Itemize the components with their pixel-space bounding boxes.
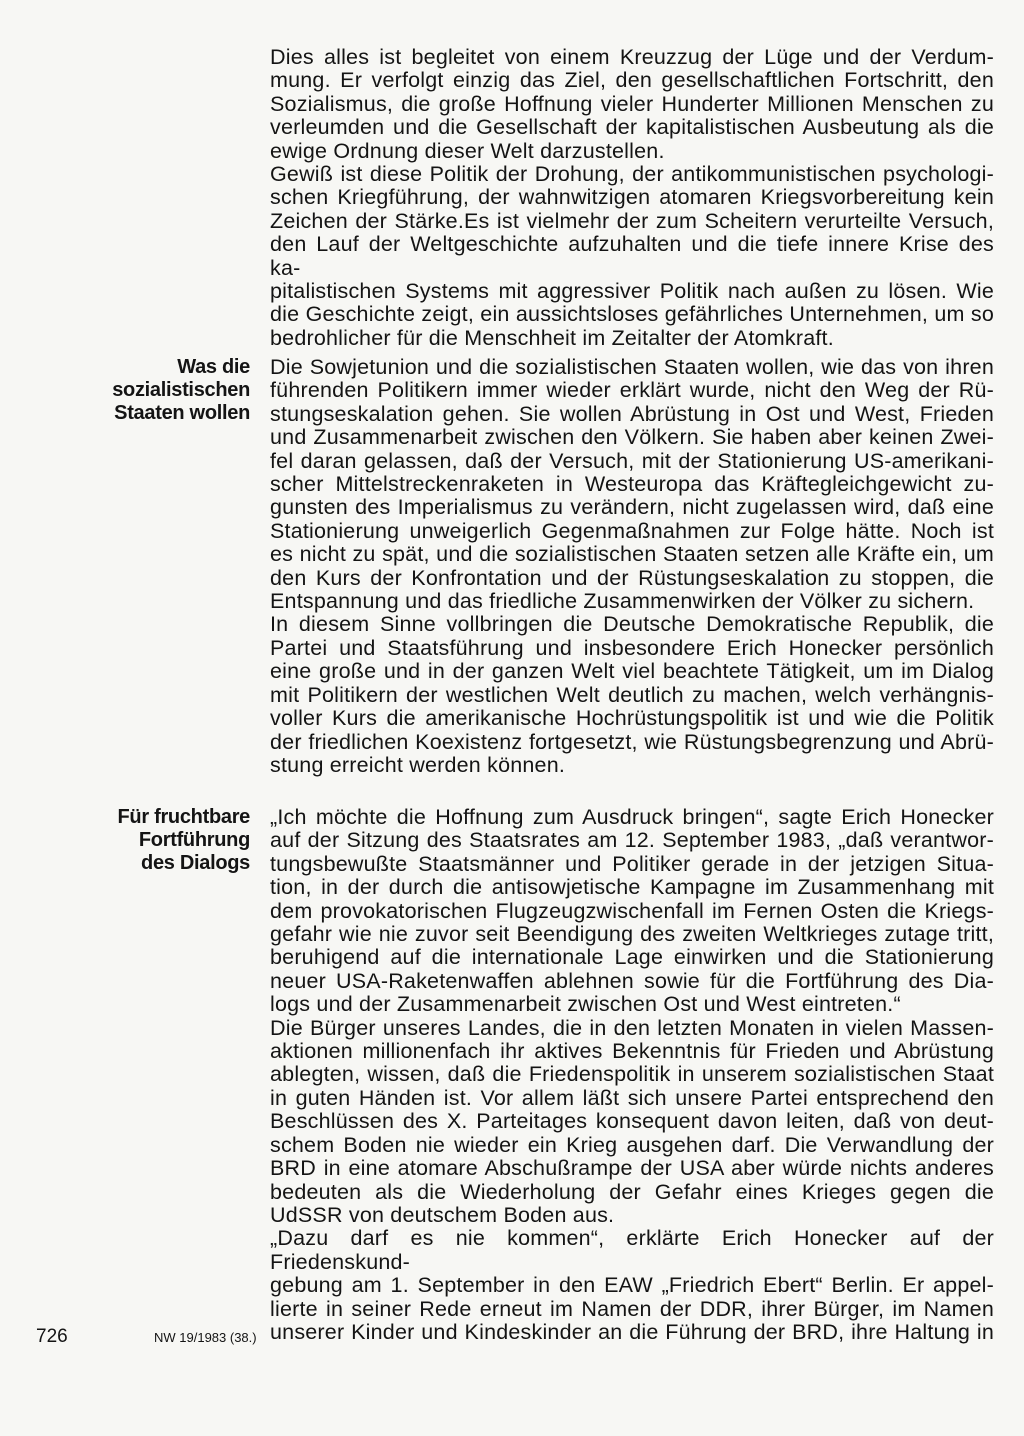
sidebar-heading-line: sozialistischen (112, 379, 250, 401)
text-line: Die Sowjetunion und die sozialistischen Staaten wollen, wie das von ihren (270, 355, 994, 379)
text-line: scher Mittelstreckenraketen in Westeuropa das Kräftegleichgewicht zu- (270, 472, 994, 497)
text-line: mung. Er verfolgt einzig das Ziel, den gesellschaftlichen Fortschritt, den (270, 68, 994, 93)
text-line: schem Boden nie wieder ein Krieg ausgehen darf. Die Verwandlung der (270, 1132, 994, 1157)
text-line: den Lauf der Weltgeschichte aufzuhalten und die tiefe innere Krise des ka- (270, 232, 994, 280)
sidebar-heading-line: Fortführung (138, 829, 250, 851)
text-line: beruhigend auf die internationale Lage einwirken und die Stationierung (270, 945, 994, 970)
sidebar-heading-fortfuehrung-dialog (60, 806, 250, 875)
text-line: die Geschichte zeigt, ein aussichtsloses gefährliches Unternehmen, um so (270, 302, 994, 327)
text-line: tion, in der durch die antisowjetische Kampagne im Zusammenhang mit (270, 875, 994, 900)
text-line: Sozialismus, die große Hoffnung vieler Hunderter Millionen Menschen zu (270, 91, 994, 116)
text-line: voller Kurs die amerikanische Hochrüstungspolitik ist und wie die Politik (270, 706, 994, 731)
text-line: stungseskalation gehen. Sie wollen Abrüstung in Ost und West, Frieden (270, 401, 994, 426)
text-line: bedrohlicher für die Menschheit im Zeitalter der Atomkraft. (270, 325, 834, 350)
text-line: Beschlüssen des X. Parteitages konsequent davon leiten, daß von deut- (270, 1109, 994, 1134)
text-line: schen Kriegführung, der wahnwitzigen atomaren Kriegsvorbereitung kein (270, 185, 994, 210)
text-line: ewige Ordnung dieser Welt darzustellen. (270, 138, 665, 163)
text-line: ablegten, wissen, daß die Friedenspolitik in unserem sozialistischen Staat (270, 1062, 994, 1087)
text-line: gunsten des Imperialismus zu verändern, nicht zugelassen wird, daß eine (270, 495, 994, 520)
text-line: Gewiß ist diese Politik der Drohung, der antikommunistischen psychologi- (270, 162, 994, 187)
sidebar-heading-line: Was die (177, 356, 250, 378)
text-line: auf der Sitzung des Staatsrates am 12. September 1983, „daß verantwor- (270, 828, 994, 853)
text-line: Stationierung unweigerlich Gegenmaßnahmen zur Folge hätte. Noch ist (270, 518, 994, 543)
text-line: „Ich möchte die Hoffnung zum Ausdruck bringen“, sagte Erich Honecker (270, 805, 994, 829)
text-line: UdSSR von deutschem Boden aus. (270, 1202, 615, 1227)
issue-reference: NW 19/1983 (38.) (154, 1330, 257, 1345)
text-line: eine große und in der ganzen Welt viel beachtete Tätigkeit, um im Dialog (270, 659, 994, 684)
body-section-2 (270, 356, 994, 777)
sidebar-heading-line: Staaten wollen (114, 402, 250, 424)
text-line: den Kurs der Konfrontation und der Rüstungseskalation zu stoppen, die (270, 565, 994, 590)
text-line: pitalistischen Systems mit aggressiver Politik nach außen zu lösen. Wie (270, 279, 994, 304)
text-line: unserer Kinder und Kindeskinder an die Führung der BRD, ihre Haltung in (270, 1319, 994, 1344)
text-line: es nicht zu spät, und die sozialistischen Staaten setzen alle Kräfte ein, um (270, 542, 994, 567)
text-line: in guten Händen ist. Vor allem läßt sich unsere Partei entsprechend den (270, 1085, 994, 1110)
text-line: aktionen millionenfach ihr aktives Bekenntnis für Frieden und Abrüstung (270, 1039, 994, 1064)
text-line: Zeichen der Stärke.Es ist vielmehr der zum Scheitern verurteilte Versuch, (270, 208, 994, 233)
body-section-1 (270, 46, 994, 350)
text-line: tungsbewußte Staatsmänner und Politiker gerade in der jetzigen Situa- (270, 851, 994, 876)
text-line: mit Politikern der westlichen Welt deutlich zu machen, welch verhängnis- (270, 682, 994, 707)
text-line: gebung am 1. September in den EAW „Friedrich Ebert“ Berlin. Er appel- (270, 1273, 994, 1298)
text-line: verleumden und die Gesellschaft der kapitalistischen Ausbeutung als die (270, 115, 994, 140)
text-line: Entspannung und das friedliche Zusammenwirken der Völker zu sichern. (270, 589, 975, 614)
text-line: fel daran gelassen, daß der Versuch, mit der Stationierung US-amerikani- (270, 448, 994, 473)
text-line: gefahr wie nie zuvor seit Beendigung des zweiten Weltkrieges zutage tritt, (270, 922, 994, 947)
text-line: neuer USA-Raketenwaffen ablehnen sowie für die Fortführung des Dia- (270, 968, 994, 993)
text-line: bedeuten als die Wiederholung der Gefahr eines Krieges gegen die (270, 1179, 994, 1204)
text-line: In diesem Sinne vollbringen die Deutsche Demokratische Republik, die (270, 612, 994, 637)
text-line: Dies alles ist begleitet von einem Kreuzzug der Lüge und der Verdum- (270, 45, 994, 69)
text-line: Partei und Staatsführung und insbesondere Erich Honecker persönlich (270, 635, 994, 660)
text-line: logs und der Zusammenarbeit zwischen Ost und West eintreten.“ (270, 992, 901, 1017)
text-line: BRD in eine atomare Abschußrampe der USA aber würde nichts anderes (270, 1156, 994, 1181)
sidebar-heading-line: Für fruchtbare (117, 806, 250, 828)
sidebar-heading-sozialistische-staaten (60, 356, 250, 425)
text-line: der friedlichen Koexistenz fortgesetzt, wie Rüstungsbegrenzung und Abrü- (270, 729, 994, 754)
text-line: dem provokatorischen Flugzeugzwischenfall im Fernen Osten die Kriegs- (270, 898, 994, 923)
text-line: Die Bürger unseres Landes, die in den letzten Monaten in vielen Massen- (270, 1015, 994, 1040)
body-section-3 (270, 806, 994, 1344)
sidebar-heading-line: des Dialogs (141, 852, 250, 874)
text-line: führenden Politikern immer wieder erklärt wurde, nicht den Weg der Rü- (270, 378, 994, 403)
text-line: „Dazu darf es nie kommen“, erklärte Erich Honecker auf der Friedenskund- (270, 1226, 994, 1274)
text-line: lierte in seiner Rede erneut im Namen der DDR, ihrer Bürger, im Namen (270, 1296, 994, 1321)
text-line: stung erreicht werden können. (270, 752, 566, 777)
text-line: und Zusammenarbeit zwischen den Völkern. Sie haben aber keinen Zwei- (270, 425, 994, 450)
page-number: 726 (36, 1326, 68, 1347)
